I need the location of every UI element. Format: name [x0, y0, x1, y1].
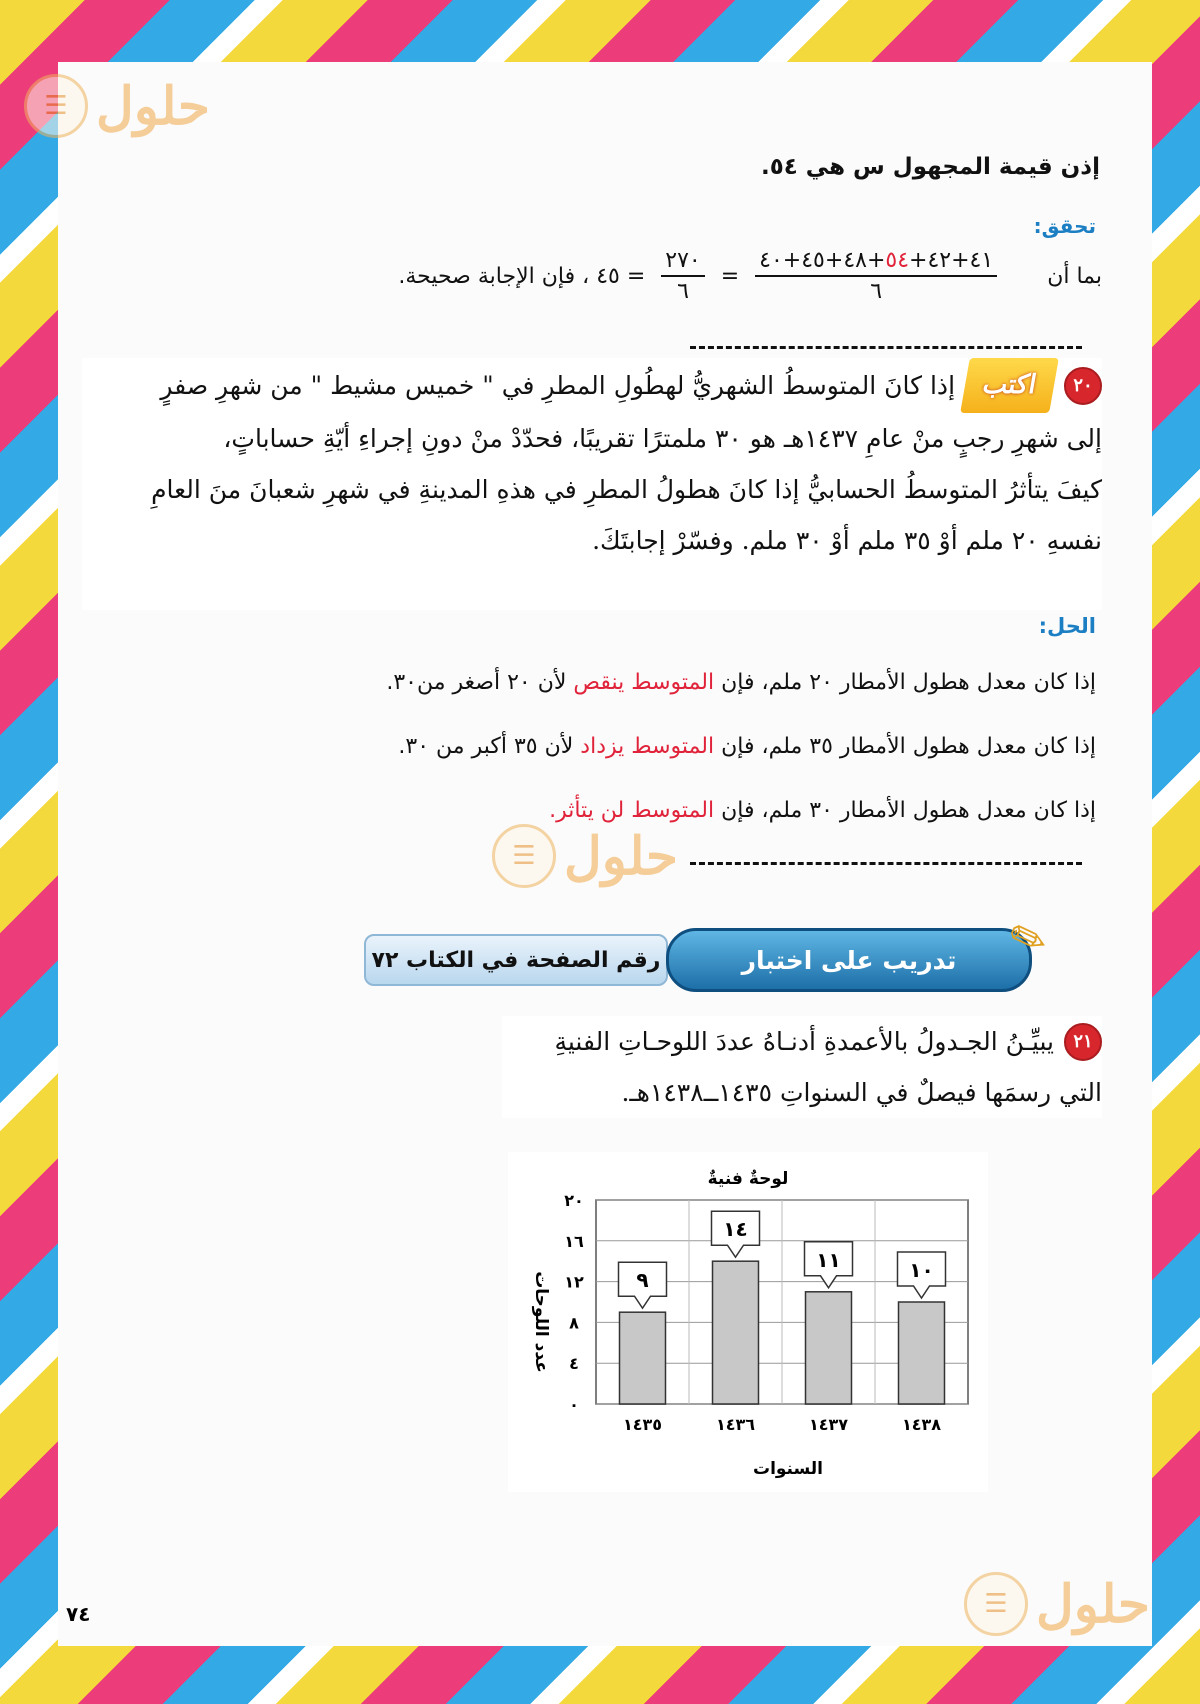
divider: [690, 346, 1082, 349]
logo: [24, 74, 210, 138]
question-number: ٢٠: [1064, 367, 1102, 405]
fraction-1: [755, 248, 997, 304]
y-tick-label: ١٦: [564, 1231, 584, 1251]
book-icon: ☰: [24, 74, 88, 138]
book-icon: ☰: [492, 824, 556, 888]
y-tick-label: ٤: [569, 1354, 579, 1374]
question-number: ٢١: [1064, 1023, 1102, 1061]
bar: [899, 1302, 945, 1404]
y-tick-label: ٢٠: [564, 1191, 584, 1210]
solution-line-1: إذا كان معدل هطول الأمطار ٢٠ ملم، فإن المتوسط ينقص لأن ٢٠ أصغر من٣٠.: [386, 670, 1096, 695]
page: [44, 62, 1152, 1646]
check-equation: بما أن $\frac{٤١+٤٢+٥٤+٤٨+٤٥+٤٠}{٦}$ = $\frac{٢٧٠}{٦}$ = ٤٥ ، فإن الإجابة صحيحة.: [398, 248, 1102, 304]
conclusion: إذن قيمة المجهول س هي ٥٤.: [760, 154, 1100, 180]
chart-ylabel: عدد اللوحات: [531, 1271, 551, 1373]
question-line: يبيِّـنُ الجـدولُ بالأعمدةِ أدنـاهُ عددَ اللوحـاتِ الفنيةِ: [554, 1027, 1054, 1056]
data-label: ١١: [816, 1247, 841, 1272]
check-label: تحقق:: [1033, 214, 1096, 238]
bar: [806, 1292, 852, 1404]
bar: [620, 1312, 666, 1404]
chart-title: لوحةٌ فنيةٌ: [707, 1169, 789, 1189]
question-line: كيفَ يتأثرُ المتوسطُ الحسابيُّ إذا كانَ هطولُ المطرِ في هذهِ المدينةِ في شهرِ شعبانَ منَ العامِ: [151, 475, 1102, 504]
question-line: التي رسمَها فيصلٌ في السنواتِ ١٤٣٥ــ١٤٣٨هـ.: [621, 1078, 1102, 1107]
question-line: إلى شهرِ رجبٍ منْ عامِ ١٤٣٧هـ هو ٣٠ ملمترًا تقريبًا، فحدّدْ منْ دونِ إجراءِ أيّةِ حساباتٍ،: [223, 424, 1102, 453]
question-21: [502, 1016, 1102, 1118]
highlight-unchanged: المتوسط لن يتأثر.: [549, 798, 715, 823]
test-practice-banner: تدريب على اختبار: [666, 928, 1032, 992]
numerator-part: ٤١+٤٢+: [909, 248, 994, 273]
x-tick-label: ١٤٣٧: [808, 1415, 849, 1434]
logo-text: حلول: [564, 825, 679, 887]
solution-label: الحل:: [1038, 614, 1096, 638]
x-tick-label: ١٤٣٦: [715, 1415, 756, 1434]
highlight-decrease: المتوسط ينقص: [573, 670, 715, 695]
check-result: = ٤٥ ، فإن الإجابة صحيحة.: [398, 263, 646, 289]
page-number: ٧٤: [66, 1602, 91, 1626]
numerator-part: +٤٨+٤٥+٤٠: [759, 248, 886, 273]
page-reference: رقم الصفحة في الكتاب ٧٢: [364, 934, 668, 986]
question-line: نفسهِ ٢٠ ملم أوْ ٣٥ ملم أوْ ٣٠ ملم. وفسّرْ إجابتَكَ.: [592, 526, 1102, 555]
logo-text: حلول: [96, 75, 211, 137]
write-badge: اكتب: [960, 358, 1059, 413]
data-label: ٩: [636, 1268, 649, 1293]
bar-chart-svg: [508, 1152, 988, 1492]
highlight-increase: المتوسط يزداد: [580, 734, 715, 759]
book-icon: ☰: [964, 1572, 1028, 1636]
data-label: ١٤: [723, 1217, 748, 1242]
question-20-text: [102, 358, 1102, 566]
question-line: إذا كانَ المتوسطُ الشهريُّ لهطُولِ المطرِ في " خميس مشيط " من شهرِ صفرٍ: [160, 371, 956, 400]
denominator: ٦: [870, 279, 883, 304]
y-tick-label: ١٢: [564, 1272, 584, 1292]
bar: [713, 1261, 759, 1404]
solution-line-2: إذا كان معدل هطول الأمطار ٣٥ ملم، فإن المتوسط يزداد لأن ٣٥ أكبر من ٣٠.: [398, 734, 1096, 759]
y-tick-label: ٨: [569, 1313, 579, 1333]
solution-line-3: إذا كان معدل هطول الأمطار ٣٠ ملم، فإن المتوسط لن يتأثر.: [549, 798, 1096, 823]
bar-chart: [508, 1152, 988, 1492]
question-20: [82, 358, 1102, 610]
divider: [690, 862, 1082, 865]
numerator-unknown: ٥٤: [885, 248, 910, 273]
x-tick-label: ١٤٣٥: [622, 1415, 663, 1434]
chart-xlabel: السنوات: [752, 1459, 824, 1479]
watermark-logo: [492, 824, 678, 888]
pencil-icon: ✎: [1002, 909, 1055, 970]
x-tick-label: ١٤٣٨: [901, 1415, 942, 1434]
data-label: ١٠: [909, 1258, 934, 1282]
fraction-2: $\frac{٢٧٠}{٦}$: [661, 248, 704, 304]
y-tick-label: ٠: [569, 1395, 579, 1414]
logo: [964, 1572, 1150, 1636]
logo-text: حلول: [1036, 1573, 1151, 1635]
check-prefix: بما أن: [1047, 263, 1102, 289]
